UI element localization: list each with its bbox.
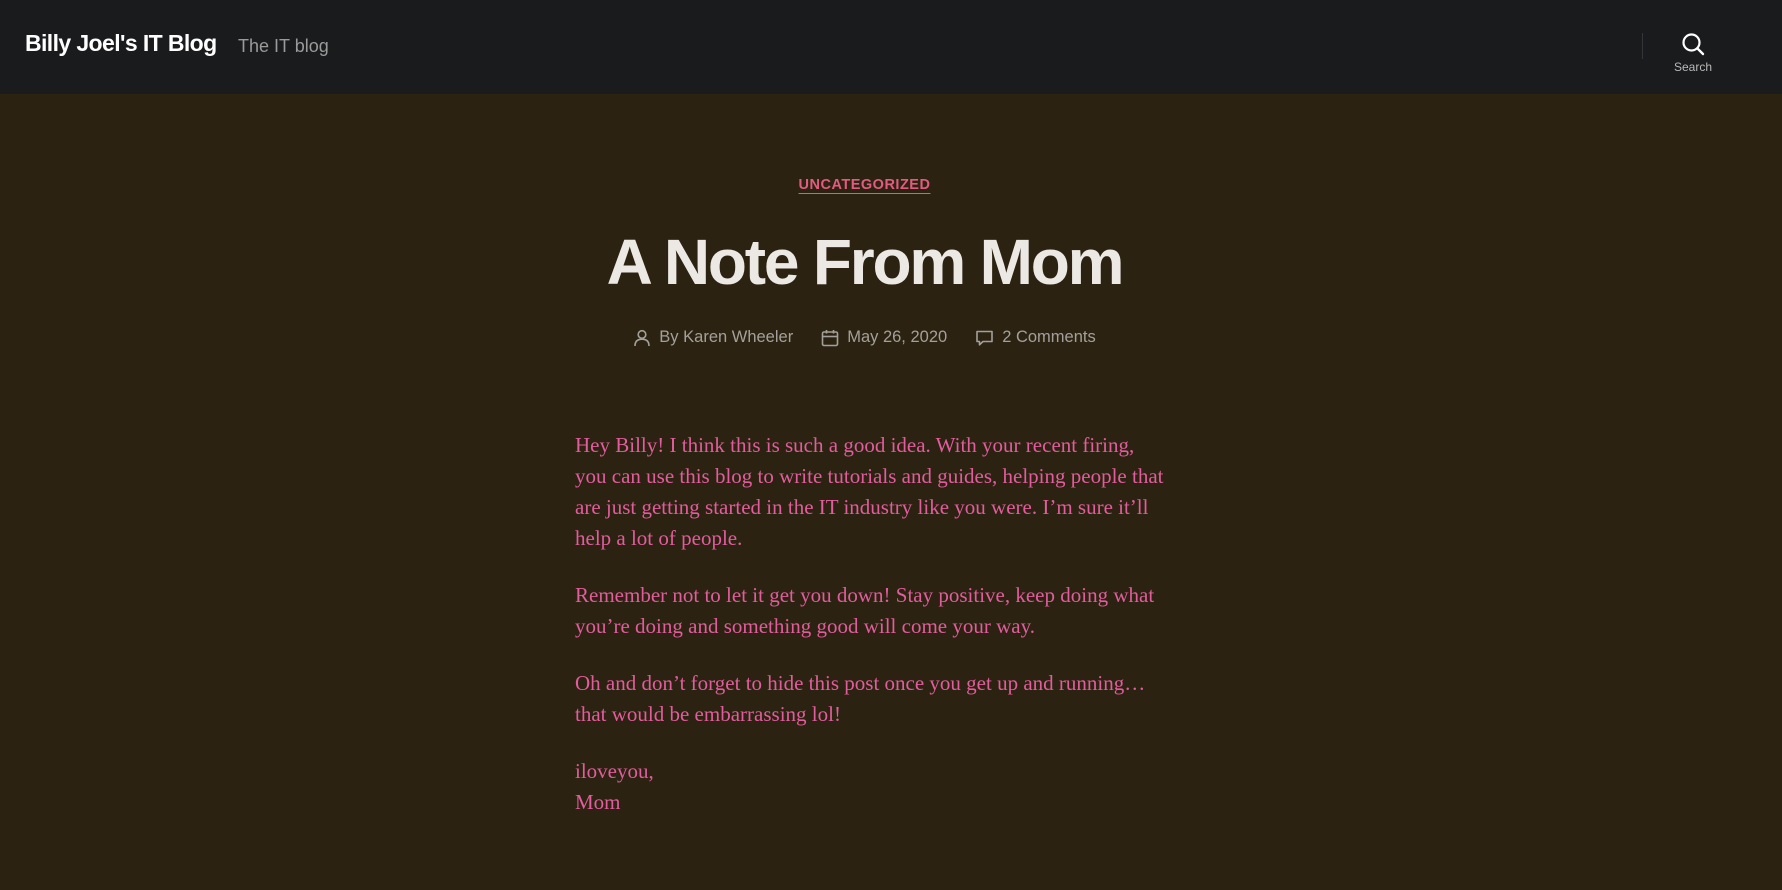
header-divider bbox=[1642, 33, 1643, 59]
post-content bbox=[575, 430, 1165, 818]
comment-icon bbox=[975, 329, 994, 347]
post-signature: Mom bbox=[575, 790, 621, 814]
post-comments bbox=[975, 328, 1096, 347]
date-link[interactable]: May 26, 2020 bbox=[847, 328, 948, 346]
author-prefix: By bbox=[659, 328, 679, 346]
post-meta bbox=[0, 328, 1729, 347]
post-signoff: iloveyou, bbox=[575, 759, 654, 783]
post-paragraph: Hey Billy! I think this is such a good idea. With your recent firing, you can use this blog to write tutorials and guides, helping people that are just getting started in the IT industry like you were. I’m sure it’ll help a lot of people. bbox=[575, 433, 1164, 550]
post-title: A Note From Mom bbox=[606, 226, 1123, 298]
post-paragraph: Oh and don’t forget to hide this post once you get up and running… that would be embarrassing lol! bbox=[575, 671, 1146, 726]
search-label: Search bbox=[1673, 60, 1713, 74]
author-link[interactable]: Karen Wheeler bbox=[683, 328, 794, 346]
post-author bbox=[633, 328, 793, 347]
site-description: The IT blog bbox=[238, 36, 329, 56]
post-paragraph: Remember not to let it get you down! Stay positive, keep doing what you’re doing and something good will come your way. bbox=[575, 583, 1155, 638]
site-header bbox=[0, 0, 1782, 94]
post-date bbox=[821, 328, 947, 347]
site-title-link[interactable]: Billy Joel's IT Blog bbox=[25, 30, 217, 56]
search-toggle-button[interactable] bbox=[1660, 30, 1726, 82]
search-icon bbox=[1681, 32, 1705, 56]
user-icon bbox=[633, 329, 651, 347]
comments-link[interactable]: 2 Comments bbox=[1002, 328, 1096, 346]
post-category bbox=[0, 176, 1729, 194]
category-link-uncategorized[interactable]: UNCATEGORIZED bbox=[798, 177, 931, 193]
calendar-icon bbox=[821, 329, 839, 347]
